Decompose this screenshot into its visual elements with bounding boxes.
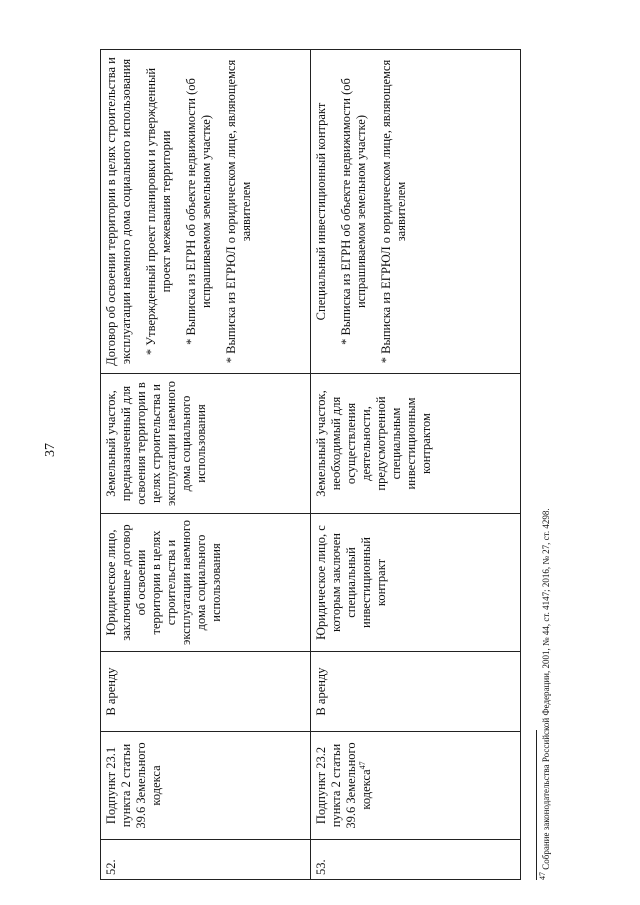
footnote-marker: 47 bbox=[538, 872, 547, 880]
document-item: * Выписка из ЕГРЮЛ о юридическом лице, являющемся заявителем bbox=[379, 59, 408, 364]
document-item: * Выписка из ЕГРН об объекте недвижимости (об испрашиваемом земельном участке) bbox=[339, 78, 368, 345]
land-plot: Земельный участок, предназначенный для освоения территории в целях строительства и эксплуатации наемного дома социального использования bbox=[101, 374, 311, 514]
document-item: * Выписка из ЕГРН об объекте недвижимости (об испрашиваемом земельном участке) bbox=[184, 78, 213, 345]
applicant: Юридическое лицо, заключившее договор об освоении территории в целях строительства и эксплуатации наемного дома социального использования bbox=[101, 514, 311, 652]
legal-basis-text: Подпункт 23.2 пункта 2 статьи 39.6 Земельного кодекса bbox=[314, 742, 373, 829]
legal-basis bbox=[311, 732, 521, 840]
page-number: 37 bbox=[43, 443, 58, 457]
grant-type: В аренду bbox=[311, 652, 521, 732]
row-number: 53. bbox=[311, 840, 521, 880]
required-documents bbox=[101, 50, 311, 374]
table-row bbox=[311, 50, 521, 880]
required-documents bbox=[311, 50, 521, 374]
table-row bbox=[101, 50, 311, 880]
footnote-ref: 47 bbox=[357, 761, 367, 770]
footnote bbox=[540, 50, 552, 880]
land-plot: Земельный участок, необходимый для осуществления деятельности, предусмотренной специальным инвестиционным контрактом bbox=[311, 374, 521, 514]
document-item: * Утвержденный проект планировки и утвержденный проект межевания территории bbox=[144, 67, 173, 356]
document-item: Договор об освоении территории в целях строительства и эксплуатации наемного дома социального использования bbox=[104, 57, 133, 366]
document-item: * Выписка из ЕГРЮЛ о юридическом лице, являющемся заявителем bbox=[224, 59, 253, 364]
legal-basis: Подпункт 23.1 пункта 2 статьи 39.6 Земельного кодекса bbox=[101, 732, 311, 840]
row-number: 52. bbox=[101, 840, 311, 880]
footnote-text: Собрание законодательства Российской Федерации, 2001, № 44, ст. 4147; 2016, № 27, ст. 4298. bbox=[541, 508, 551, 870]
applicant: Юридическое лицо, с которым заключен специальный инвестиционный контракт bbox=[311, 514, 521, 652]
land-documents-table bbox=[100, 49, 521, 880]
rotated-table-block bbox=[100, 50, 580, 880]
footnote-divider bbox=[536, 730, 537, 880]
document-item: Специальный инвестиционный контракт bbox=[314, 102, 328, 321]
grant-type: В аренду bbox=[101, 652, 311, 732]
